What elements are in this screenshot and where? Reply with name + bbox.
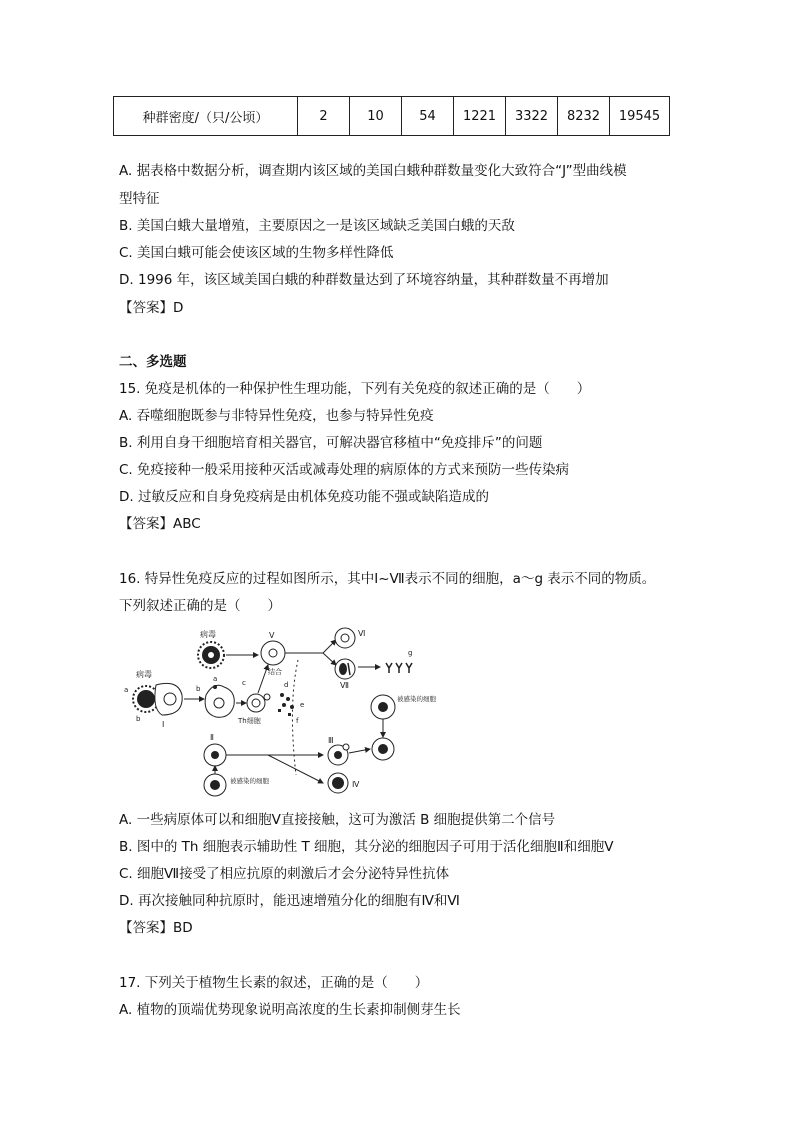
arrow [268, 755, 323, 783]
q16-option-a: A. 一些病原体可以和细胞Ⅴ直接接触，这可为激活 B 细胞提供第二个信号 [119, 812, 556, 828]
th-cell-label: Th细胞 [238, 717, 261, 725]
virus-icon [198, 642, 224, 668]
arrow [258, 665, 268, 693]
table-cell: 10 [350, 97, 402, 136]
q16-option-b: B. 图中的 Th 细胞表示辅助性 T 细胞，其分泌的细胞因子可用于活化细胞Ⅱ和细胞Ⅴ [119, 839, 614, 855]
letter-label: a [213, 675, 218, 683]
roman-label: Ⅱ [210, 733, 214, 742]
letter-label: b [136, 715, 141, 723]
q15-option-a: A. 吞噬细胞既参与非特异性免疫，也参与特异性免疫 [119, 408, 434, 424]
roman-label: Ⅲ [328, 736, 334, 745]
virus-label: 病毒 [136, 670, 152, 679]
q15-answer: 【答案】ABC [119, 516, 201, 532]
infected-cell-label: 被感染的细胞 [397, 695, 436, 703]
arrow [349, 749, 370, 753]
q14-option-b: B. 美国白蛾大量增殖，主要原因之一是该区域缺乏美国白蛾的天敌 [119, 218, 515, 234]
cell-ii [204, 744, 226, 766]
q15-option-d: D. 过敏反应和自身免疫病是由机体免疫功能不强或缺陷造成的 [119, 489, 489, 505]
bind-label: 结合 [268, 668, 282, 676]
cell-i [155, 683, 182, 715]
cell-vii [335, 659, 355, 679]
letter-label: a [124, 686, 129, 694]
immune-response-diagram [118, 625, 436, 805]
letter-label: b [196, 685, 201, 693]
q14-option-a-line2: 型特征 [119, 191, 160, 207]
phagocyte-cell [205, 685, 234, 717]
letter-label: c [242, 679, 246, 687]
th-cell [247, 694, 270, 712]
letter-label: e [300, 701, 305, 709]
cell-v [261, 641, 285, 665]
q14-answer: 【答案】D [119, 300, 184, 316]
roman-label: Ⅰ [162, 720, 165, 729]
roman-label: Ⅶ [340, 681, 349, 690]
q16-answer: 【答案】BD [119, 920, 193, 936]
roman-label: Ⅴ [269, 631, 275, 640]
q16-option-d: D. 再次接触同种抗原时，能迅速增殖分化的细胞有Ⅳ和Ⅵ [119, 893, 460, 909]
arrow [323, 653, 336, 665]
roman-label: Ⅵ [358, 629, 366, 638]
cell-iii [328, 744, 349, 765]
cell-iv [328, 773, 348, 793]
q16-stem-line2: 下列叙述正确的是（ ） [119, 598, 281, 614]
letter-label: g [408, 649, 413, 657]
q15-stem: 15. 免疫是机体的一种保护性生理功能，下列有关免疫的叙述正确的是（ ） [119, 381, 591, 397]
population-density-table [113, 96, 670, 136]
q15-option-b: B. 利用自身干细胞培育相关器官，可解决器官移植中“免疫排斥”的问题 [119, 435, 543, 451]
q14-option-d: D. 1996 年，该区域美国白蛾的种群数量达到了环境容纳量，其种群数量不再增加 [119, 272, 609, 288]
cytokine-dots [278, 693, 294, 716]
q14-option-a-line1: A. 据表格中数据分析，调查期内该区域的美国白蛾种群数量变化大致符合“J”型曲线模 [119, 163, 627, 179]
q14-option-c: C. 美国白蛾可能会使该区域的生物多样性降低 [119, 245, 394, 261]
table-cell: 54 [402, 97, 454, 136]
infected-cell [372, 738, 394, 760]
q17-option-a: A. 植物的顶端优势现象说明高浓度的生长素抑制侧芽生长 [119, 1002, 461, 1018]
q17-stem: 17. 下列关于植物生长素的叙述，正确的是（ ） [119, 975, 429, 991]
section-title: 二、多选题 [119, 354, 187, 370]
q16-option-c: C. 细胞Ⅶ接受了相应抗原的刺激后才会分泌特异性抗体 [119, 866, 450, 882]
table-row [114, 97, 670, 136]
antibody-icon [386, 663, 412, 673]
letter-label: d [284, 681, 289, 689]
roman-label: Ⅳ [352, 780, 360, 789]
infected-cell [371, 695, 395, 719]
cell-vi [335, 628, 355, 648]
arrow [323, 640, 336, 653]
letter-label: f [296, 717, 299, 725]
row-label: 种群密度/（只/公顷） [114, 97, 298, 136]
table-cell: 19545 [610, 97, 670, 136]
virus-label: 病毒 [200, 630, 216, 639]
table-cell: 8232 [558, 97, 610, 136]
table-cell: 3322 [506, 97, 558, 136]
infected-cell-label: 被感染的细胞 [230, 777, 269, 785]
q16-stem-line1: 16. 特异性免疫反应的过程如图所示，其中Ⅰ~Ⅶ表示不同的细胞，a～g 表示不同的物质。 [119, 571, 656, 587]
table-cell: 1221 [454, 97, 506, 136]
table-cell: 2 [298, 97, 350, 136]
q15-option-c: C. 免疫接种一般采用接种灭活或减毒处理的病原体的方式来预防一些传染病 [119, 462, 570, 478]
infected-cell [204, 774, 226, 796]
